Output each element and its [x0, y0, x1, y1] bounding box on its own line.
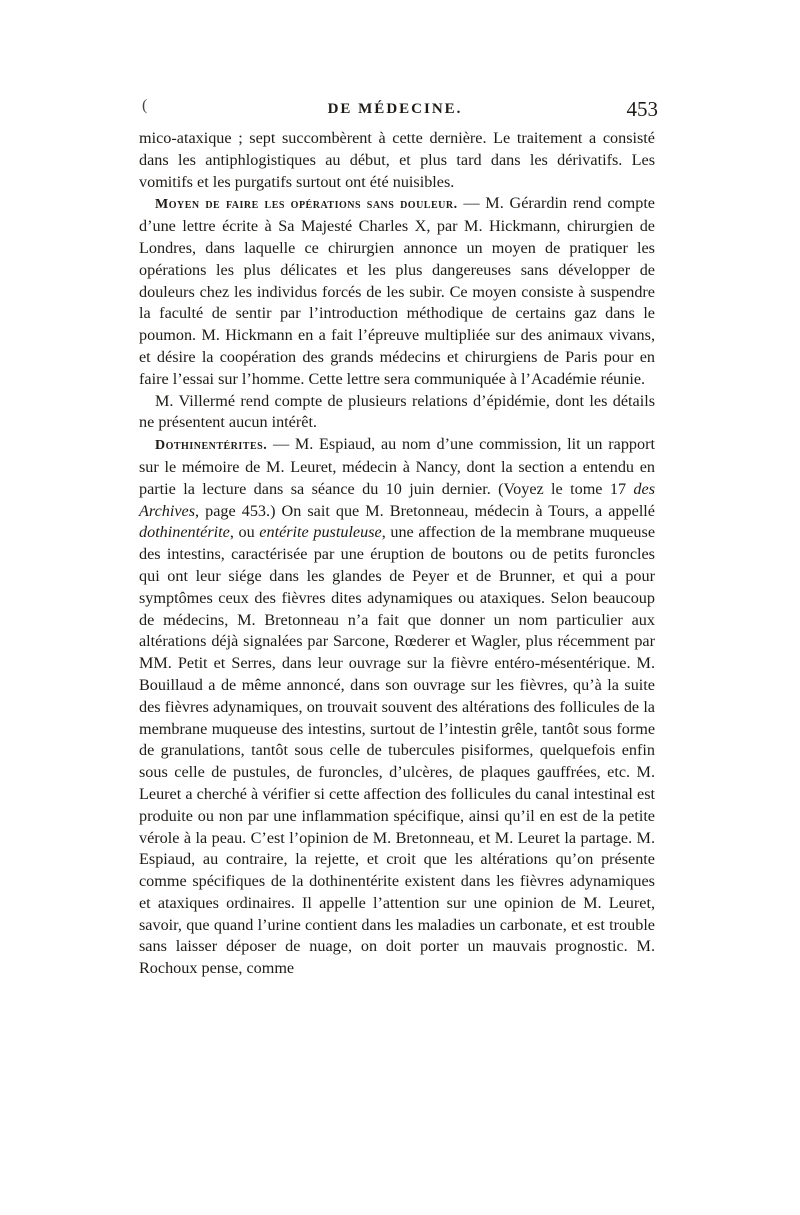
italic-text: dothinentérite [139, 523, 230, 542]
paragraph [139, 128, 655, 193]
text-run: , page 453.) On sait que M. Bretonneau, médecin à Tours, a appellé [195, 501, 655, 520]
text-run: — M. Gérardin rend compte d’une lettre écrite à Sa Majesté Charles X, par M. Hickmann, chirurgien de Londres, dans laquelle ce chirurgien annonce un moyen de pratiquer les opérations les plus délicates et les plus dangereuses sans développer de douleurs chez les individus forcés de les subir. Ce moyen consiste à suspendre la faculté de sentir par l’introduction méthodique de certains gaz dans le poumon. M. Hickmann en a fait l’épreuve multipliée sur des animaux vivans, et désire la coopération des grands médecins et chirurgiens de Paris pour en faire l’essai sur l’homme. Cette lettre sera communiquée à l’Académie réunie. [139, 194, 655, 388]
italic-text: des Archives [139, 479, 655, 520]
running-title: DE MÉDECINE. [327, 101, 463, 117]
page-header [136, 97, 658, 127]
italic-text: entérite pustuleuse [259, 523, 382, 542]
section-heading: Moyen de faire les opérations sans douleur. [155, 197, 458, 213]
text-run: , ou [229, 523, 260, 542]
page-number: 453 [626, 97, 658, 121]
paragraph [139, 391, 655, 435]
margin-mark: ( [142, 97, 148, 114]
section-heading: Dothinentérites. [155, 438, 268, 454]
text-run: mico-ataxique ; sept succombèrent à cette dernière. Le traitement a consisté dans les antiphlogistiques au début, et plus tard dans les dérivatifs. Les vomitifs et les purgatifs surtout ont été nuisibles. [139, 129, 655, 191]
text-run: — M. Espiaud, au nom d’une commission, lit un rapport sur le mémoire de M. Leuret, médecin à Nancy, dont la section a entendu en partie la lecture dans sa séance du 10 juin dernier. (Voyez le tome 17 [139, 435, 655, 498]
text-run: M. Villermé rend compte de plusieurs relations d’épidémie, dont les détails ne présentent aucun intérêt. [139, 391, 655, 432]
paragraph [139, 193, 655, 390]
body-text [139, 128, 655, 980]
text-run: , une affection de la membrane muqueuse des intestins, caractérisée par une éruption de boutons ou de petits furoncles qui ont leur siége dans les glandes de Peyer et de Brunner, et qui a pour symptômes ceux des fièvres dites adynamiques ou ataxiques. Selon beaucoup de médecins, M. Bretonneau n’a fait que donner un nom particulier aux altérations déjà signalées par Sarcone, Rœderer et Wagler, plus récemment par MM. Petit et Serres, dans leur ouvrage sur la fièvre entéro-mésentérique. M. Bouillaud a de même annoncé, dans son ouvrage sur les fièvres, qu’à la suite des fièvres adynamiques, on trouvait souvent des altérations des follicules de la membrane muqueuse des intestins, surtout de l’intestin grêle, tantôt sous forme de granulations, tantôt sous celle de tubercules pisiformes, quelquefois enfin sous celle de pustules, de furoncles, d’ulcères, de plaques gauffrées, etc. M. Leuret a cherché à vérifier si cette affection des follicules du canal intestinal est produite ou non par une inflammation spécifique, ainsi qu’il en est de la petite vérole à la peau. C’est l’opinion de M. Bretonneau, et M. Leuret la partage. M. Espiaud, au contraire, la rejette, et croit que les altérations qu’on présente comme spécifiques de la dothinentérite existent dans les fièvres adynamiques et ataxiques ordinaires. Il appelle l’attention sur une opinion de M. Leuret, savoir, que quand l’urine contient dans les maladies un carbonate, et est trouble sans laisser déposer de nuage, on doit porter un mauvais prognostic. M. Rochoux pense, comme [139, 523, 655, 978]
paragraph [139, 434, 655, 980]
